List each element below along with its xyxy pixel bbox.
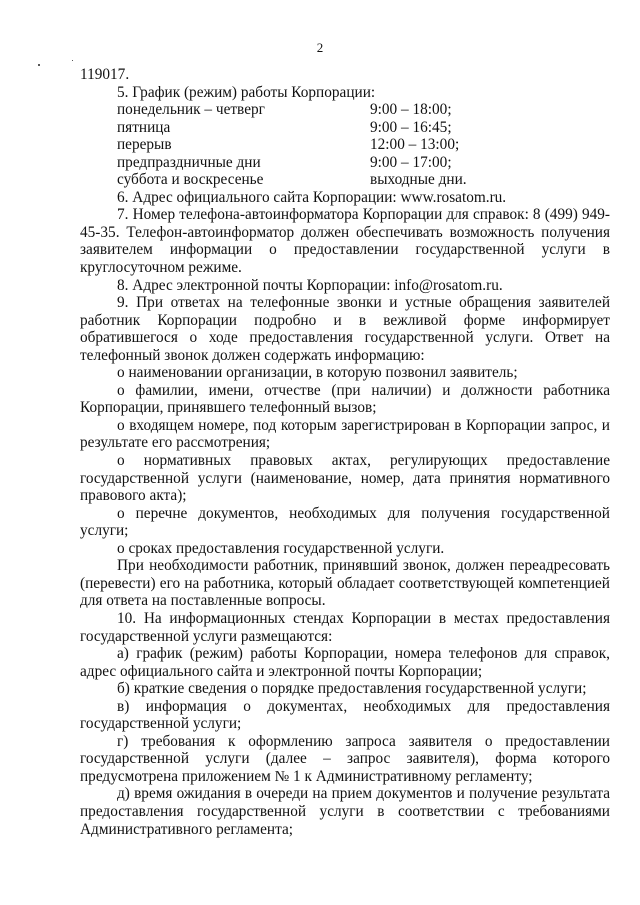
list-item-d: д) время ожидания в очереди на прием документов и получение результата предоставления государственной услуги в соответствии с требованиями Административного регламента; <box>80 785 610 838</box>
scan-speck <box>38 64 40 66</box>
postal-code-line: 119017. <box>80 66 130 83</box>
schedule-time: 12:00 – 13:00; <box>370 136 460 154</box>
bullet-item: о сроках предоставления государственной услуги. <box>117 539 445 557</box>
schedule-time: 9:00 – 16:45; <box>370 118 452 136</box>
list-item-b: б) краткие сведения о порядке предоставления государственной услуги; <box>117 680 587 698</box>
list-item-v: в) информация о документах, необходимых для предоставления государственной услуги; <box>80 697 610 733</box>
schedule-time: 9:00 – 18:00; <box>370 101 452 119</box>
page-number: 2 <box>316 40 324 55</box>
document-body <box>80 66 610 838</box>
schedule-day: суббота и воскресенье <box>117 171 264 189</box>
schedule-day: пятница <box>117 118 171 136</box>
bullet-item: о нормативных правовых актах, регулирующих предоставление государственной услуги (наименование, номер, дата принятия нормативного правового акта); <box>80 452 610 505</box>
bullet-item: о перечне документов, необходимых для получения государственной услуги; <box>80 504 610 540</box>
email-paragraph: 8. Адрес электронной почты Корпорации: info@rosatom.ru. <box>117 276 503 294</box>
website-paragraph: 6. Адрес официального сайта Корпорации: www.rosatom.ru. <box>117 188 507 206</box>
schedule-time: 9:00 – 17:00; <box>370 153 452 171</box>
schedule-row <box>80 171 610 189</box>
schedule-row <box>80 154 610 172</box>
schedule-day: предпраздничные дни <box>117 153 261 171</box>
bullet-item: о фамилии, имени, отчестве (при наличии) и должности работника Корпорации, принявшего телефонный вызов; <box>80 381 610 417</box>
info-stands-paragraph: 10. На информационных стендах Корпорации в местах предоставления государственной услуги размещаются: <box>80 609 610 645</box>
list-item-g: г) требования к оформлению запроса заявителя о предоставлении государственной услуги (далее – запрос заявителя), форма которого предусмотрена приложением № 1 к Административному регламенту; <box>80 732 610 785</box>
bullet-item: о наименовании организации, в которую позвонил заявитель; <box>117 364 518 382</box>
schedule-time: выходные дни. <box>370 171 467 189</box>
list-item-a: а) график (режим) работы Корпорации, номера телефонов для справок, адрес официального сайта и электронной почты Корпорации; <box>80 645 610 680</box>
schedule-day: перерыв <box>117 136 172 154</box>
schedule-row <box>80 101 610 119</box>
schedule-row <box>80 136 610 154</box>
schedule-day: понедельник – четверг <box>117 101 265 119</box>
scan-speck <box>72 60 73 61</box>
phone-paragraph: 7. Номер телефона-автоинформатора Корпорации для справок: 8 (499) 949-45-35. Телефон-автоинформатор должен обеспечивать возможность получения заявителем информации о предоставлении государственной услуги в круглосуточном режиме. <box>80 206 610 277</box>
phone-answer-paragraph: 9. При ответах на телефонные звонки и устные обращения заявителей работник Корпорации подробно и в вежливой форме информирует обратившегося о ходе предоставления государственной услуги. Ответ на телефонный звонок должен содержать информацию: <box>80 294 610 364</box>
bullet-item: о входящем номере, под которым зарегистрирован в Корпорации запрос, и результате его рассмотрения; <box>80 416 610 452</box>
schedule-row <box>80 119 610 137</box>
redirect-paragraph: При необходимости работник, принявший звонок, должен переадресовать (перевести) его на работника, который обладает соответствующей компетенцией для ответа на поставленные вопросы. <box>80 557 610 610</box>
schedule-heading: 5. График (режим) работы Корпорации: <box>117 83 376 101</box>
